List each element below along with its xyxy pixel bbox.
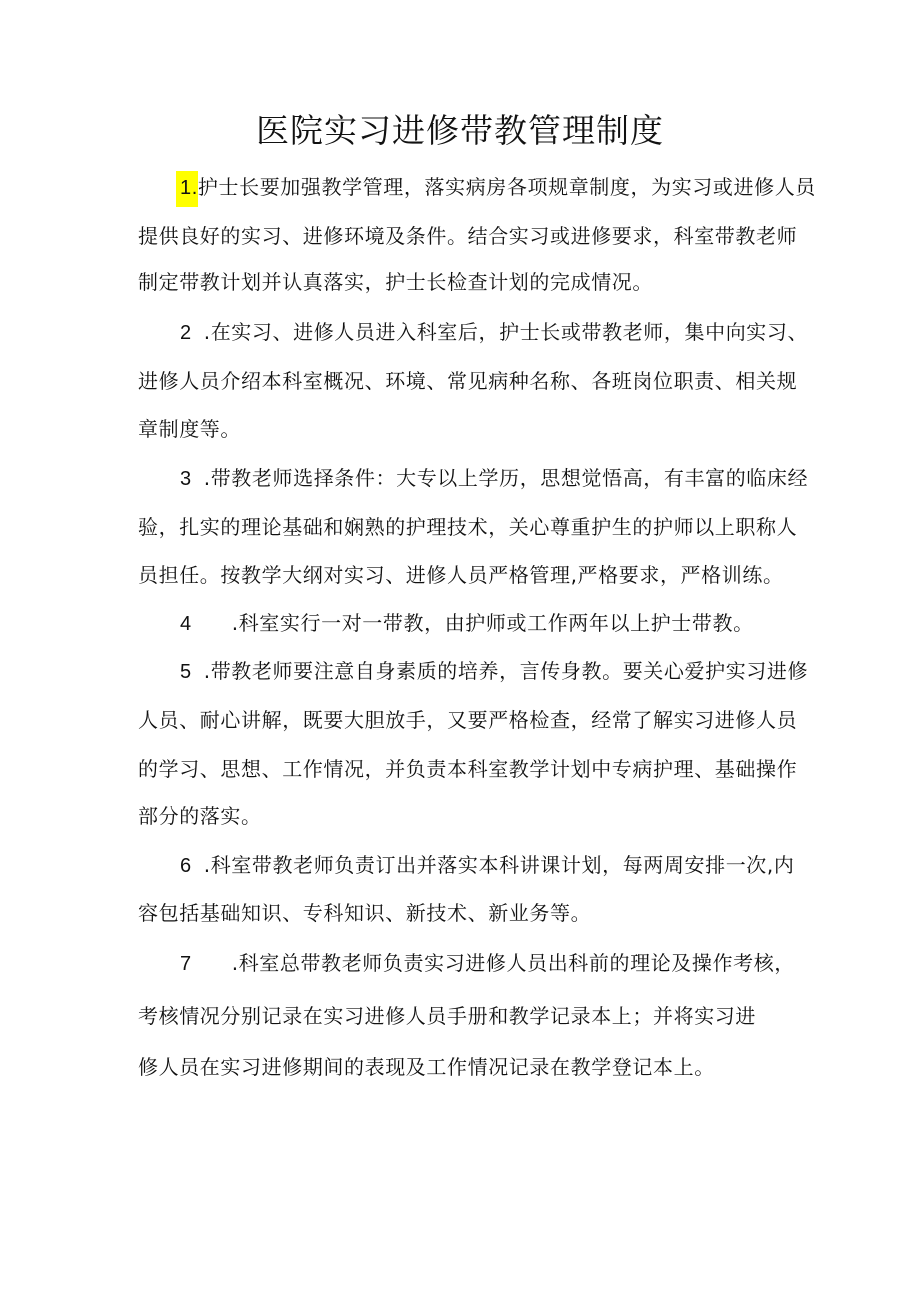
item-3-line-1: 3 .带教老师选择条件：大专以上学历，思想觉悟高，有丰富的临床经: [180, 463, 792, 493]
item-5-number: 5: [180, 661, 192, 683]
item-7-line-2: 考核情况分别记录在实习进修人员手册和教学记录本上；并将实习进: [138, 1004, 756, 1028]
item-2-line-2: 进修人员介绍本科室概况、环境、常见病种名称、各班岗位职责、相关规: [138, 369, 798, 393]
item-2-number: 2: [180, 322, 192, 344]
item-5-line-4: 部分的落实。: [138, 804, 262, 828]
item-3-line-3: 员担任。按教学大纲对实习、进修人员严格管理,严格要求，严格训练。: [138, 563, 784, 587]
item-7-line-1: 7 .科室总带教老师负责实习进修人员出科前的理论及操作考核，: [180, 948, 795, 978]
item-4-line-1: 4 .科室实行一对一带教，由护师或工作两年以上护士带教。: [180, 608, 754, 638]
item-2-line-3: 章制度等。: [138, 417, 241, 441]
item-5-line-3: 的学习、思想、工作情况，并负责本科室教学计划中专病护理、基础操作: [138, 757, 798, 781]
item-4-number: 4: [180, 613, 192, 635]
document-title: 医院实习进修带教管理制度: [256, 111, 664, 150]
item-7-number: 7: [180, 953, 192, 975]
item-1-number: 1.: [176, 171, 198, 207]
item-2-line-1: 2 .在实习、进修人员进入科室后，护士长或带教老师，集中向实习、: [180, 317, 792, 347]
item-1-line-1: 1.护士长要加强教学管理，落实病房各项规章制度，为实习或进修人员: [180, 171, 792, 201]
item-1-line-3: 制定带教计划并认真落实，护士长检查计划的完成情况。: [138, 270, 653, 294]
item-1-line-2: 提供良好的实习、进修环境及条件。结合实习或进修要求，科室带教老师: [138, 224, 798, 248]
item-3-line-2: 验，扎实的理论基础和娴熟的护理技术，关心尊重护生的护师以上职称人: [138, 515, 798, 539]
item-3-number: 3: [180, 468, 192, 490]
item-6-line-2: 容包括基础知识、专科知识、新技术、新业务等。: [138, 901, 592, 925]
item-5-line-1: 5 .带教老师要注意自身素质的培养，言传身教。要关心爱护实习进修: [180, 656, 792, 686]
item-7-line-3: 修人员在实习进修期间的表现及工作情况记录在教学登记本上。: [138, 1055, 715, 1079]
item-5-line-2: 人员、耐心讲解，既要大胆放手，又要严格检查，经常了解实习进修人员: [138, 708, 798, 732]
item-6-number: 6: [180, 855, 192, 877]
item-6-line-1: 6 .科室带教老师负责订出并落实本科讲课计划，每两周安排一次,内: [180, 850, 780, 880]
